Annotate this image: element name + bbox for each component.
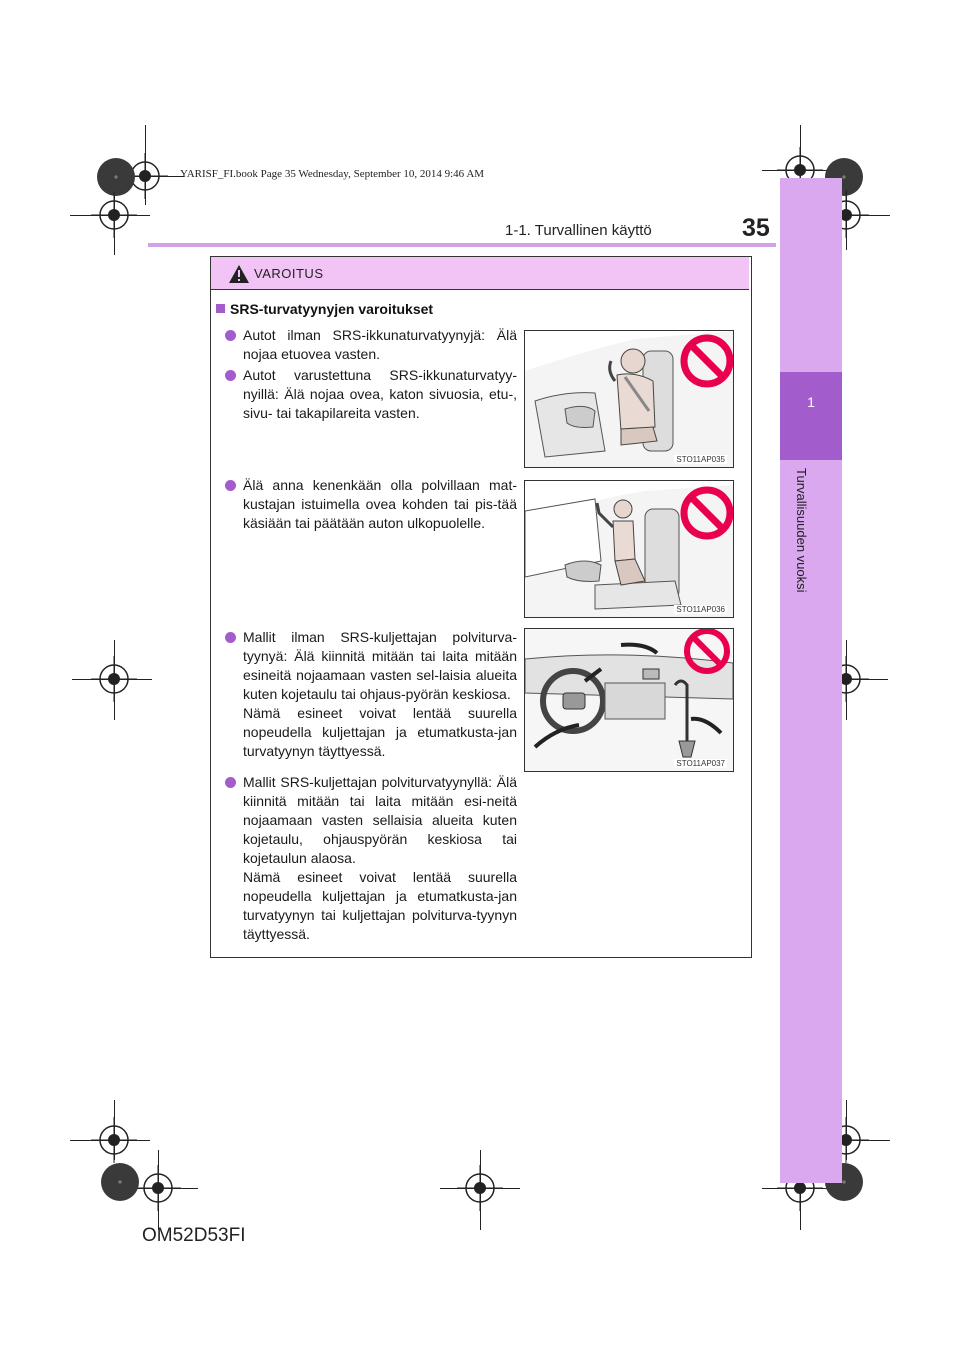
figure-leaning-door [524,330,734,468]
bullet-dot-icon [225,777,236,788]
bullet-dot-icon [225,632,236,643]
chapter-number: 1 [807,394,815,410]
chapter-tab-active [780,372,842,460]
warning-triangle-icon [228,264,250,284]
list-item: Älä anna kenenkään olla polvillaan mat-kustajan istuimella ovea kohden tai pis-tää käsiään tai päätään auton ulkopuolelle. [225,476,517,533]
note-text: Nämä esineet voivat lentää suurella nopeudella kuljettajan ja etumatkusta-jan turvatyynyn tai kuljettajan polviturva-tyynyn täyttyessä. [243,869,517,942]
list-item: Autot ilman SRS-ikkunaturvatyynyjä: Älä nojaa etuovea vasten. [225,326,517,364]
warning-heading: SRS-turvatyynyjen varoitukset [216,301,433,317]
registration-target-icon [91,1117,137,1163]
registration-target-icon [91,656,137,702]
dashboard-objects-illustration [525,629,733,771]
registration-target-icon [457,1165,503,1211]
file-info: YARISF_FI.book Page 35 Wednesday, September 10, 2014 9:46 AM [180,168,485,180]
section-title: 1-1. Turvallinen käyttö [505,222,652,239]
chapter-tab [780,178,842,1183]
bullet-dot-icon [225,370,236,381]
list-item: Mallit ilman SRS-kuljettajan polviturva-tyynyä: Älä kiinnitä mitään tai laita mitään esineitä nojaamaan vasten sel-laisia alueita kuten kojetaulu tai ohjaus-pyörän keskiosa. Nämä esineet voivat lentää suurella nopeudella kuljettajan ja etumatkusta-jan turvatyynyn täyttyessä. [225,628,517,761]
leaning-on-door-illustration [525,331,733,467]
figure-code: STO11AP035 [676,455,725,464]
page-number: 35 [742,214,770,242]
registration-target-icon [91,192,137,238]
document-code: OM52D53FI [142,1225,246,1246]
list-item: Mallit SRS-kuljettajan polviturvatyynyllä: Älä kiinnitä mitään tai laita mitään esi-neitä nojaamaan vasten sellaisia alueita kuten kojetaulu, ohjauspyörän keskiosa tai kojetaulun alaosa. Nämä esineet voivat lentää suurella nopeudella kuljettajan ja etumatkusta-jan turvatyynyn tai kuljettajan polviturva-tyynyn täyttyessä. [225,773,517,944]
bullet-dot-icon [225,330,236,341]
figure-code: STO11AP037 [676,759,725,768]
kneeling-on-seat-illustration [525,481,733,617]
warning-label: VAROITUS [254,266,324,281]
figure-kneeling-seat [524,480,734,618]
square-bullet-icon [216,304,225,313]
list-item: Autot varustettuna SRS-ikkunaturvatyy-nyillä: Älä nojaa ovea, katon sivuosia, etu-, sivu- tai takapilareita vasten. [225,366,517,423]
registration-dot-icon [97,158,135,196]
note-text: Nämä esineet voivat lentää suurella nopeudella kuljettajan ja etumatkusta-jan turvatyynyn täyttyessä. [243,705,517,759]
figure-code: STO11AP036 [676,605,725,614]
registration-target-icon [135,1165,181,1211]
header-divider [148,243,776,247]
chapter-title: Turvallisuuden vuoksi [794,468,809,593]
registration-dot-icon [101,1163,139,1201]
bullet-dot-icon [225,480,236,491]
figure-dashboard-objects [524,628,734,772]
